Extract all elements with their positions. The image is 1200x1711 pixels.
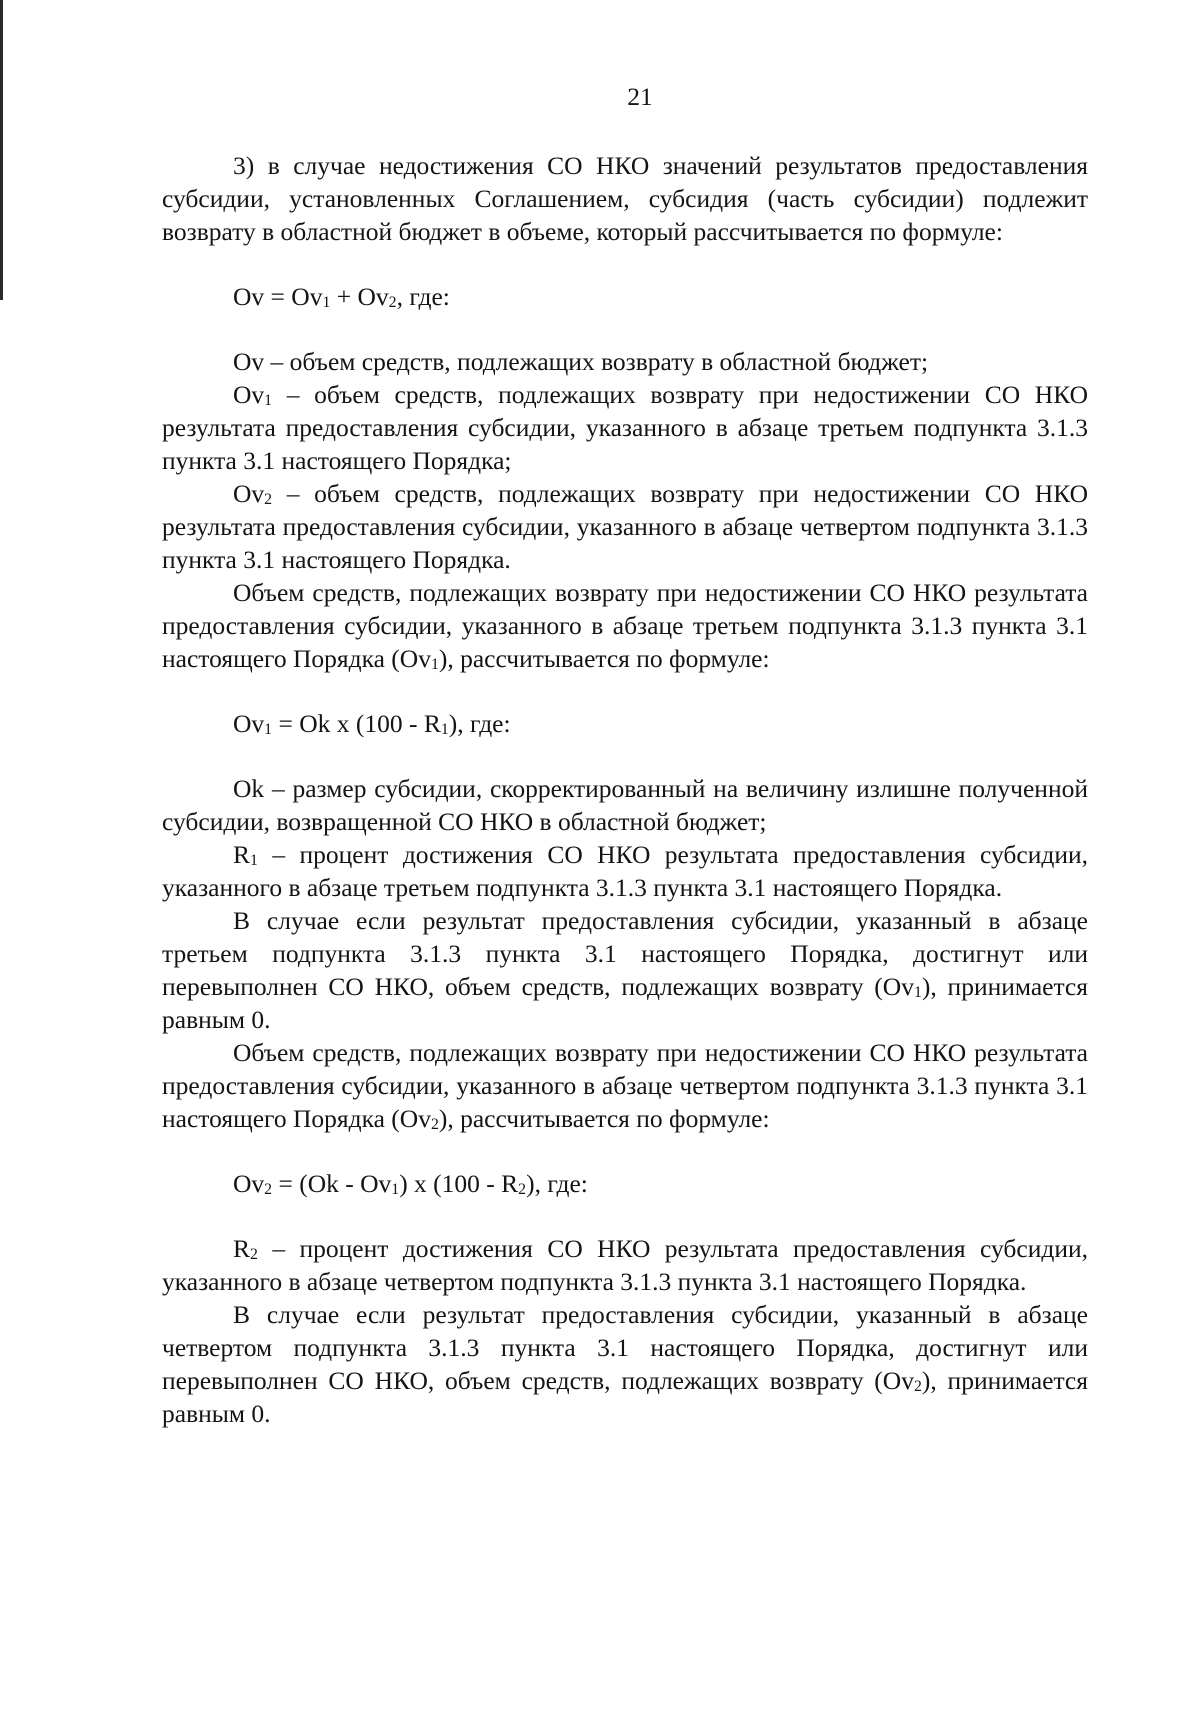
- definition-r1: [162, 838, 1088, 904]
- formula-ov2-subscript: 1: [391, 1180, 400, 1198]
- definition-ov2: [162, 477, 1088, 576]
- formula-ov: [162, 280, 1088, 313]
- paragraph-text: ), рассчитывается по формуле:: [438, 1104, 770, 1133]
- formula-ov1-part: = Ok x (100 - R: [272, 709, 441, 738]
- paragraph-subscript: 2: [430, 1115, 439, 1133]
- paragraph-ov1-calculation: [162, 576, 1088, 675]
- definition-subscript: 2: [264, 490, 273, 508]
- definition-subscript: 2: [250, 1245, 258, 1263]
- page-number: 21: [627, 82, 653, 111]
- document-page: [162, 80, 1088, 1430]
- formula-ov1-subscript: 1: [264, 720, 273, 738]
- paragraph-subscript: 1: [430, 655, 439, 673]
- formula-ov2-part: Ov: [233, 1169, 265, 1198]
- paragraph-text: Объем средств, подлежащих возврату при недостижении СО НКО результата предоставления субсидии, указанного в абзаце третьем подпункта 3.1.3 пункта 3.1 настоящего Порядка (Ov: [162, 578, 1088, 673]
- formula-ov2-subscript: 2: [518, 1180, 527, 1198]
- paragraph-text: В случае если результат предоставления субсидии, указанный в абзаце третьем подпункта 3.1.3 пункта 3.1 настоящего Порядка, достигнут или перевыполнен СО НКО, объем средств, подлежащих возврату (Ov: [162, 906, 1088, 1001]
- formula-ov1-subscript: 1: [440, 720, 449, 738]
- formula-ov1-part: Ov: [233, 709, 265, 738]
- formula-ov-subscript: 2: [388, 293, 397, 311]
- definition-ok: Ok – размер субсидии, скорректированный на величину излишне полученной субсидии, возвращенной СО НКО в областной бюджет;: [162, 774, 1088, 836]
- definition-symbol: Ov: [233, 380, 265, 409]
- definition-ov: Ov – объем средств, подлежащих возврату в областной бюджет;: [233, 347, 929, 376]
- definition-text: – объем средств, подлежащих возврату при недостижении СО НКО результата предоставления субсидии, указанного в абзаце четвертом подпункта 3.1.3 пункта 3.1 настоящего Порядка.: [162, 479, 1088, 574]
- paragraph-text: Объем средств, подлежащих возврату при недостижении СО НКО результата предоставления субсидии, указанного в абзаце четвертом подпункта 3.1.3 пункта 3.1 настоящего Порядка (Ov: [162, 1038, 1088, 1133]
- formula-ov2-part: ) x (100 - R: [399, 1169, 519, 1198]
- scan-edge-mark: [0, 0, 3, 300]
- definition-symbol: Ov: [233, 479, 265, 508]
- definition-symbol: R: [233, 840, 251, 869]
- definition-r2: [162, 1232, 1088, 1298]
- definition-symbol: R: [233, 1234, 251, 1263]
- paragraph-text: ), принимается равным 0.: [162, 1366, 1088, 1428]
- formula-ov2-part: = (Ok - Ov: [272, 1169, 392, 1198]
- paragraph-return-conditions: 3) в случае недостижения СО НКО значений результатов предоставления субсидии, установленных Соглашением, субсидия (часть субсидии) подлежит возврату в областной бюджет в объеме, который рассчитывается по формуле:: [162, 151, 1088, 246]
- definition-text: – процент достижения СО НКО результата предоставления субсидии, указанного в абзаце третьем подпункта 3.1.3 пункта 3.1 настоящего Порядка.: [162, 840, 1088, 902]
- formula-ov2: [162, 1167, 1088, 1200]
- paragraph-subscript: 1: [913, 983, 922, 1001]
- formula-ov-part: + Ov: [330, 282, 389, 311]
- paragraph-text: В случае если результат предоставления субсидии, указанный в абзаце четвертом подпункта 3.1.3 пункта 3.1 настоящего Порядка, достигнут или перевыполнен СО НКО, объем средств, подлежащих возврату (Ov: [162, 1300, 1088, 1395]
- paragraph-text: ), рассчитывается по формуле:: [438, 644, 770, 673]
- formula-ov2-subscript: 2: [264, 1180, 273, 1198]
- paragraph-case-ov1-zero: [162, 904, 1088, 1036]
- formula-ov2-part: ), где:: [526, 1169, 588, 1198]
- formula-ov-part: Ov = Ov: [233, 282, 323, 311]
- definition-text: – процент достижения СО НКО результата предоставления субсидии, указанного в абзаце четвертом подпункта 3.1.3 пункта 3.1 настоящего Порядка.: [162, 1234, 1088, 1296]
- formula-ov-part: , где:: [396, 282, 450, 311]
- paragraph-ov2-calculation: [162, 1036, 1088, 1135]
- paragraph-text: ), принимается равным 0.: [162, 972, 1088, 1034]
- definition-subscript: 1: [250, 851, 258, 869]
- formula-ov1: [162, 707, 1088, 740]
- paragraph-case-ov2-zero: [162, 1298, 1088, 1430]
- definition-ov1: [162, 378, 1088, 477]
- definition-subscript: 1: [264, 391, 273, 409]
- formula-ov-subscript: 1: [322, 293, 331, 311]
- definition-text: – объем средств, подлежащих возврату при недостижении СО НКО результата предоставления субсидии, указанного в абзаце третьем подпункта 3.1.3 пункта 3.1 настоящего Порядка;: [162, 380, 1088, 475]
- formula-ov1-part: ), где:: [448, 709, 511, 738]
- paragraph-subscript: 2: [913, 1377, 922, 1395]
